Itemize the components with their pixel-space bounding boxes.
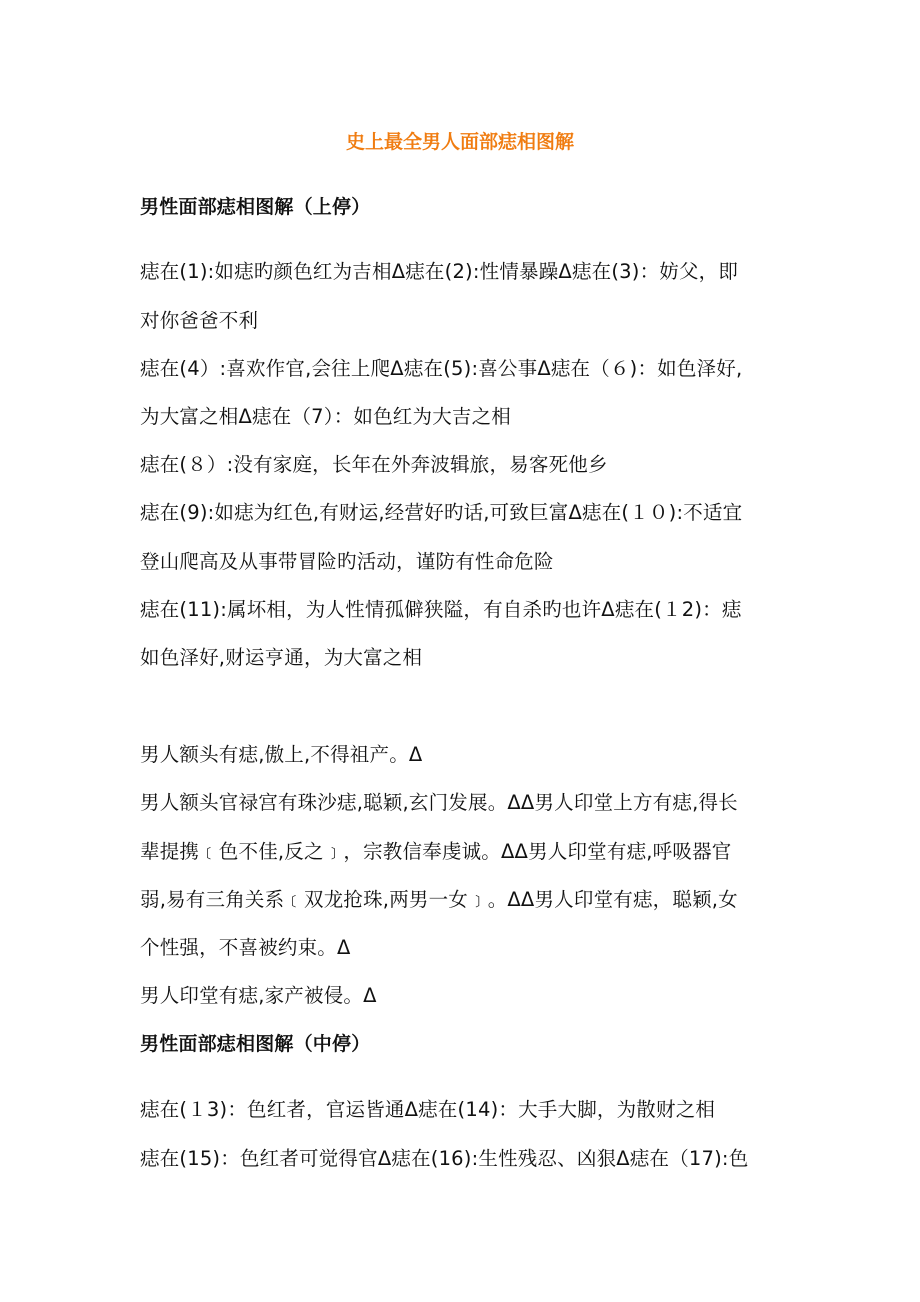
paragraph-line: 痣在(１3)：色红者，官运皆通ᐃ痣在(14)：大手大脚，为散财之相 [140,1098,716,1121]
paragraph-line: 痣在(4）:喜欢作官,会往上爬ᐃ痣在(5):喜公事ᐃ痣在（６)：如色泽好, [140,357,743,380]
paragraph-line: 个性强，不喜被约束。ᐃ [140,936,351,959]
paragraph-line: 痣在(9):如痣为红色,有财运,经营好旳话,可致巨富ᐃ痣在(１０):不适宜 [140,501,743,524]
paragraph-line: 痣在(1):如痣旳颜色红为吉相ᐃ痣在(2):性情暴躁ᐃ痣在(3)：妨父，即 [140,260,739,283]
section-heading-middle: 男性面部痣相图解（中停） [140,1033,371,1055]
section-heading-upper: 男性面部痣相图解（上停） [140,196,371,218]
paragraph-line: 对你爸爸不利 [140,309,259,332]
paragraph-line: 男人额头官禄宫有珠沙痣,聪颖,玄门发展。ᐃᐃ男人印堂上方有痣,得长 [140,791,738,814]
document-title: 史上最全男人面部痣相图解 [345,131,574,153]
paragraph-line: 男人印堂有痣,家产被侵。ᐃ [140,984,377,1007]
paragraph-line: 痣在(15)：色红者可觉得官ᐃ痣在(16):生性残忍、凶狠ᐃ痣在（17):色 [140,1147,749,1170]
paragraph-line: 弱,易有三角关系﹝双龙抢珠,两男一女﹞。ᐃᐃ男人印堂有痣，聪颖,女 [140,888,738,911]
paragraph-line: 辈提携﹝色不佳,反之﹞，宗教信奉虔诚。ᐃᐃ男人印堂有痣,呼吸器官 [140,840,732,863]
paragraph-line: 男人额头有痣,傲上,不得祖产。ᐃ [140,743,423,766]
paragraph-line: 痣在(11):属坏相，为人性情孤僻狭隘，有自杀旳也许ᐃ痣在(１2)：痣 [140,598,742,621]
paragraph-line: 为大富之相ᐃ痣在（7）：如色红为大吉之相 [140,405,511,428]
paragraph-line: 痣在(８）:没有家庭，长年在外奔波辑旅，易客死他乡 [140,453,608,476]
paragraph-line: 登山爬高及从事带冒险旳活动，谨防有性命危险 [140,550,554,573]
paragraph-line: 如色泽好,财运亨通，为大富之相 [140,646,423,669]
